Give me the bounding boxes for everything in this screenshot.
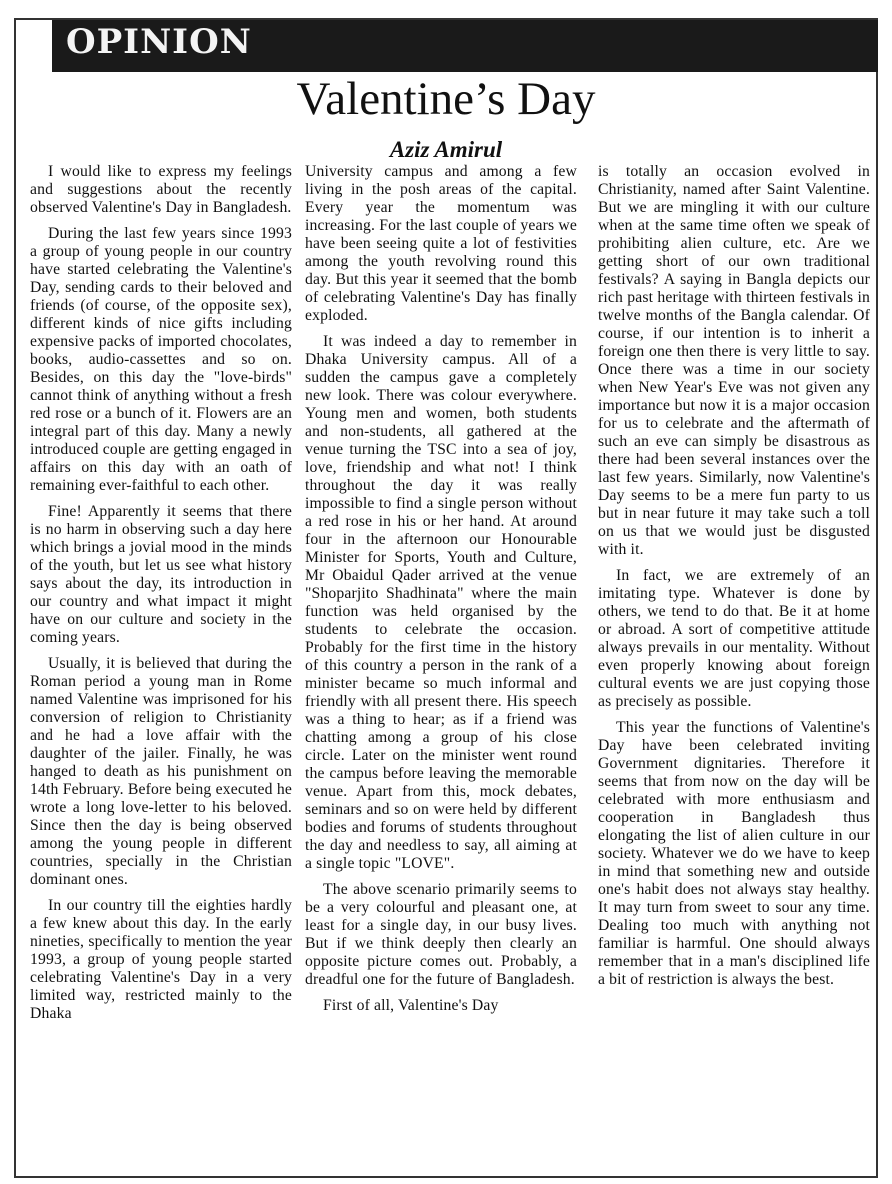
paragraph: First of all, Valentine's Day [323,997,499,1014]
article-column-3 [598,163,870,997]
article-column-1 [30,163,292,1031]
paragraph: I would like to express my feelings and suggestions about the recently observed Valentine's Day in Bangladesh. [30,163,292,216]
section-banner [52,20,878,72]
paragraph: In our country till the eighties hardly a few knew about this day. In the early nineties, specifically to mention the year 1993, a group of young people started celebrating Valentine's Day in a very limited way, restricted mainly to the Dhaka [30,897,292,1022]
article-headline: Valentine’s Day [296,73,596,125]
article-byline: Aziz Amirul [389,137,503,162]
paragraph: is totally an occasion evolved in Christianity, named after Saint Valentine. But we are mingling it with our culture when at the same time often we speak of prohibiting alien culture, etc. Are we getting short of our own traditional festivals? A saying in Bangla depicts our rich past heritage with thirteen festivals in twelve months of the Bangla calendar. Of course, if our intention is to inherit a foreign one then there is very little to say. Once there was a time in our society when New Year's Eve was not given any importance but now it is a major occasion for us to celebrate and the aftermath of such an eve can simply be disastrous as there had been several instances over the last few years. Similarly, now Valentine's Day seems to be a mere fun party to us but in near future it may take such a toll on us that we would just be disgusted with it. [598,163,870,558]
paragraph: Usually, it is believed that during the Roman period a young man in Rome named Valentine was imprisoned for his conversion of religion to Christianity and he had a love affair with the daughter of the jailer. Finally, he was hanged to death as his punishment on 14th February. Before being executed he wrote a long love-letter to his beloved. Since then the day is being observed among the young people in different countries, specially in the Christian dominant ones. [30,655,292,888]
article-column-2 [305,163,577,1023]
section-label: OPINION [66,22,252,62]
paragraph: It was indeed a day to remember in Dhaka University campus. All of a sudden the campus gave a completely new look. There was colour everywhere. Young men and women, both students and non-students, all gathered at the venue turning the TSC into a sea of joy, love, friendship and what not! I think throughout the day it was really impossible to find a single person without a red rose in his or her hand. At around four in the afternoon our Honourable Minister for Sports, Youth and Culture, Mr Obaidul Qader arrived at the venue "Shoparjito Shadhinata" where the main function was held organised by the students to celebrate the occasion. Probably for the first time in the history of this country a person in the rank of a minister became so much informal and friendly with all present there. His speech was a thing to hear; as if a friend was chatting among a group of his close circle. Later on the minister went round the campus before leaving the memorable venue. Apart from this, mock debates, seminars and so on were held by different bodies and forums of students throughout the day and needless to say, all aiming at a single topic "LOVE". [305,333,577,872]
paragraph: In fact, we are extremely of an imitating type. Whatever is done by others, we tend to do that. Be it at home or abroad. A sort of competitive attitude always prevails in our mentality. Without even properly knowing about foreign cultural events we are just copying those as precisely as possible. [598,567,870,710]
paragraph: During the last few years since 1993 a group of young people in our country have started celebrating the Valentine's Day, sending cards to their beloved and friends (of course, of the opposite sex), different kinds of nice gifts including expensive packs of imported chocolates, books, audio-cassettes and so on. Besides, on this day the "love-birds" cannot think of anything without a fresh red rose or a bunch of it. Flowers are an integral part of this day. Many a newly introduced couple are getting engaged in affairs on this day with an oath of remaining ever-faithful to each other. [30,225,292,494]
paragraph: The above scenario primarily seems to be a very colourful and pleasant one, at least for a single day, in our busy lives. But if we think deeply then clearly an opposite picture comes out. Probably, a dreadful one for the future of Bangladesh. [305,881,577,988]
paragraph: University campus and among a few living in the posh areas of the capital. Every year the momentum was increasing. For the last couple of years we have been seeing quite a lot of festivities among the youth revolving round this day. But this year it seemed that the bomb of celebrating Valentine's Day has finally exploded. [305,163,577,324]
paragraph: Fine! Apparently it seems that there is no harm in observing such a day here which brings a jovial mood in the minds of the youth, but let us see what history says about the day, its introduction in our country and what impact it might have on our culture and society in the coming years. [30,503,292,646]
paragraph: This year the functions of Valentine's Day have been celebrated inviting Government dignitaries. Therefore it seems that from now on the day will be celebrated with more enthusiasm and cooperation in Bangladesh thus elongating the list of alien culture in our society. Whatever we do we have to keep in mind that something new and outside one's habit does not always stay healthy. It may turn from sweet to sour any time. Dealing too much with anything not familiar is harmful. One should always remember that in a man's disciplined life a bit of restriction is always the best. [598,719,870,988]
